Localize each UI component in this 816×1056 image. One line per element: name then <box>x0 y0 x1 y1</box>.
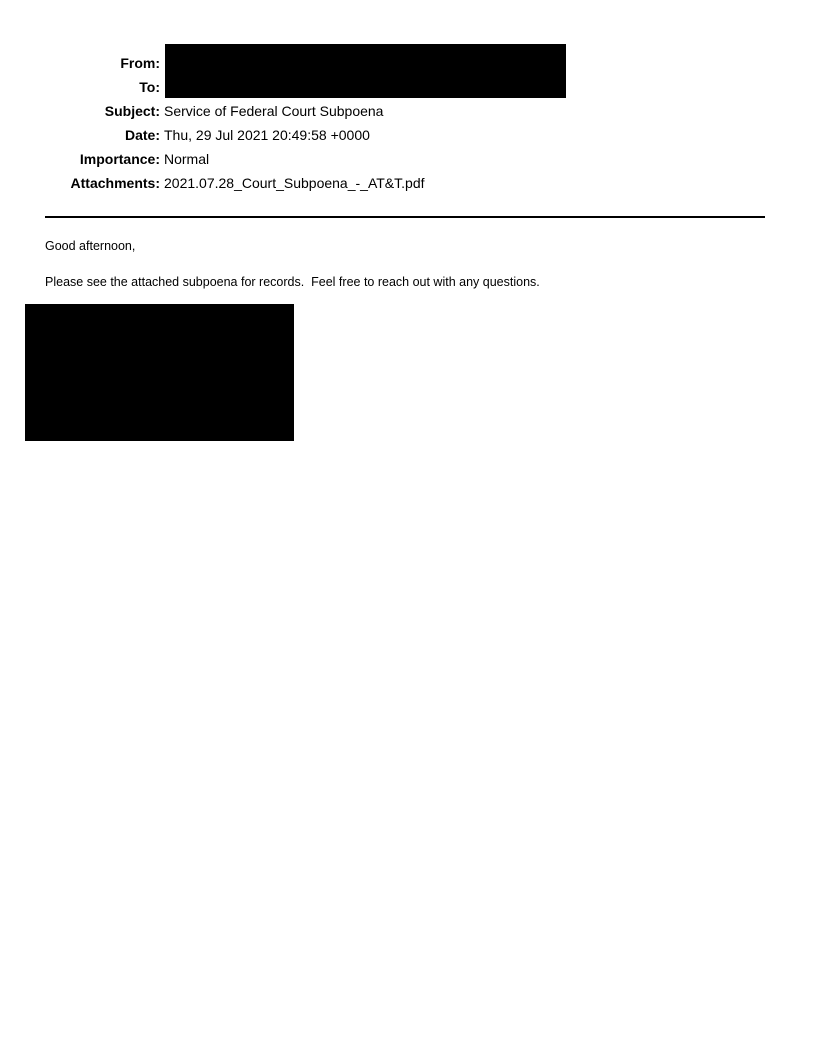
attachment-filename[interactable]: 2021.07.28_Court_Subpoena_-_AT&T.pdf <box>164 175 425 191</box>
attachments-label: Attachments: <box>70 175 160 191</box>
date-row <box>0 125 816 145</box>
date-value: Thu, 29 Jul 2021 20:49:58 +0000 <box>164 127 370 143</box>
importance-value: Normal <box>164 151 210 167</box>
message-text: Please see the attached subpoena for records. Feel free to reach out with any questions. <box>45 275 540 289</box>
attachments-row <box>0 173 816 193</box>
to-label: To: <box>139 79 160 95</box>
subject-row <box>0 101 816 121</box>
date-label: Date: <box>124 127 160 143</box>
signature-redaction <box>25 304 294 441</box>
importance-label: Importance: <box>79 151 160 167</box>
from-to-redaction <box>165 44 566 98</box>
greeting-text: Good afternoon, <box>45 239 136 253</box>
subject-value: Service of Federal Court Subpoena <box>164 103 384 119</box>
from-label: From: <box>120 55 160 71</box>
importance-row <box>0 149 816 169</box>
header-divider <box>45 216 765 218</box>
subject-label: Subject: <box>104 103 160 119</box>
